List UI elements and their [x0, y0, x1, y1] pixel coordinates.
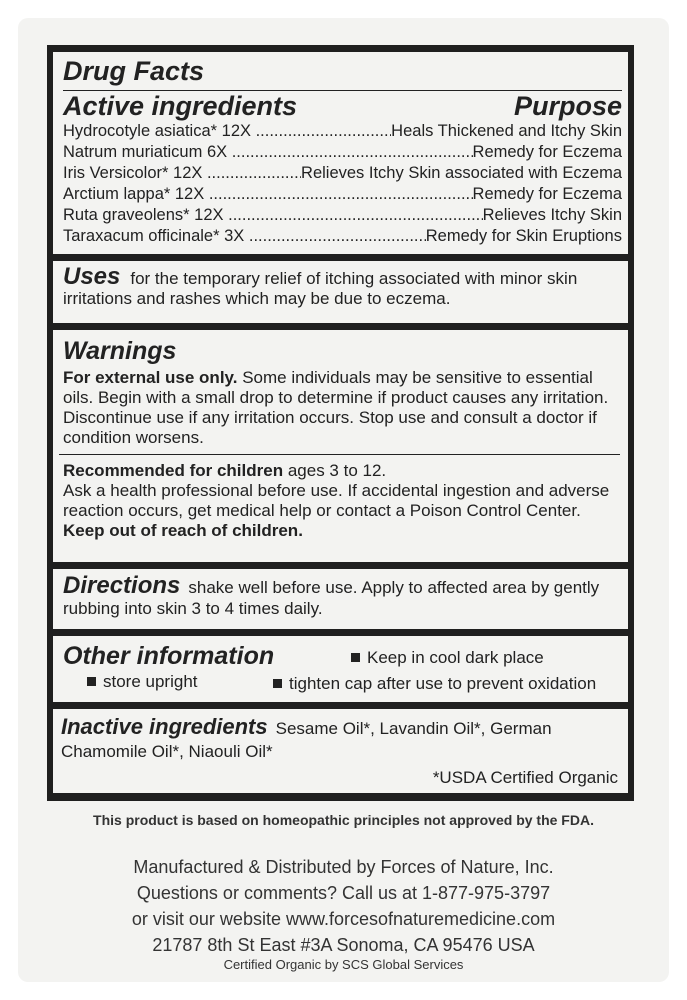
other-info-item: store upright: [87, 672, 198, 692]
ingredient-name: Hydrocotyle asiatica* 12X .....: [63, 121, 391, 142]
other-information-title: Other information: [63, 642, 275, 670]
drug-facts-panel: [53, 52, 628, 254]
website-line: or visit our website www.forcesofnaturemedicine.com: [131, 909, 556, 929]
contact-phone: Questions or comments? Call us at 1-877-975-3797: [136, 883, 551, 903]
directions-text: shake well before use. Apply to affected area by gently rubbing into skin 3 to 4 times daily.: [63, 578, 600, 618]
purpose-heading: Purpose: [513, 91, 622, 121]
external-use-text: Some individuals may be sensitive to essential oils. Begin with a small drop to determine if product causes any irritation. Discontinue use if any irritation occurs. Stop use and consult a doctor if condition worsens.: [63, 368, 609, 447]
manufacturer-info: [0, 854, 687, 958]
ingredient-row: [63, 163, 622, 184]
ingredient-purpose: Relieves Itchy Skin associated with Eczema: [301, 164, 622, 182]
active-ingredients-header: [63, 91, 622, 121]
ingredient-row: [63, 205, 622, 226]
ingredient-purpose: Remedy for Skin Eruptions: [425, 227, 622, 245]
directions-title: Directions: [63, 572, 181, 599]
ingredient-name: Ruta graveolens* 12X .....: [63, 205, 483, 226]
other-info-item: Keep in cool dark place: [351, 648, 544, 668]
ingredient-row: [63, 184, 622, 205]
ingredient-name: Arctium lappa* 12X .....: [63, 184, 473, 205]
uses-text: for the temporary relief of itching associated with minor skin irritations and rashes which may be due to eczema.: [63, 269, 578, 308]
ingredient-name: Natrum muriaticum 6X .....: [63, 142, 473, 163]
uses-title: Uses: [63, 263, 121, 290]
certification-note: Certified Organic by SCS Global Services: [223, 957, 464, 972]
warnings-title: Warnings: [63, 337, 177, 365]
ingredient-name: Iris Versicolor* 12X .....: [63, 163, 301, 184]
ask-text: Ask a health professional before use. If accidental ingestion and adverse reaction occurs, get medical help or contact a Poison Control Center.: [63, 481, 610, 520]
ingredient-row: [63, 226, 622, 247]
external-use-warning: [63, 368, 620, 448]
keep-out-of-reach: Keep out of reach of children.: [63, 521, 303, 540]
warnings-panel: [53, 330, 628, 562]
children-bold: Recommended for children: [63, 461, 284, 480]
drug-facts-title: Drug Facts: [63, 56, 205, 86]
children-text: ages 3 to 12.: [287, 461, 387, 480]
children-recommendation: [63, 461, 620, 481]
inactive-ingredients-panel: [53, 709, 628, 793]
other-info-item: tighten cap after use to prevent oxidation: [273, 674, 596, 694]
ask-professional-warning: [63, 481, 620, 541]
drug-facts-frame: [47, 45, 634, 801]
ingredient-row: [63, 142, 622, 163]
ingredient-purpose: Heals Thickened and Itchy Skin: [391, 122, 622, 140]
active-ingredients-heading: Active ingredients: [63, 91, 298, 121]
directions-panel: [53, 569, 628, 629]
bullet-square-icon: [351, 653, 360, 662]
manufacturer-line: Manufactured & Distributed by Forces of Nature, Inc.: [133, 857, 554, 877]
fda-disclaimer: This product is based on homeopathic principles not approved by the FDA.: [93, 812, 594, 828]
ingredient-name: Taraxacum officinale* 3X .....: [63, 226, 426, 247]
divider: [59, 454, 620, 455]
uses-panel: [53, 261, 628, 323]
ingredient-purpose: Remedy for Eczema: [472, 143, 622, 161]
ingredient-purpose: Relieves Itchy Skin: [482, 206, 622, 224]
external-use-bold: For external use only.: [63, 368, 238, 387]
ingredient-purpose: Remedy for Eczema: [472, 185, 622, 203]
address-line: 21787 8th St East #3A Sonoma, CA 95476 USA: [152, 935, 535, 955]
bullet-square-icon: [87, 677, 96, 686]
inactive-ingredients-text: Sesame Oil*, Lavandin Oil*, German Chamomile Oil*, Niaouli Oil*: [61, 719, 552, 761]
inactive-ingredients-title: Inactive ingredients: [61, 714, 268, 739]
usda-note: *USDA Certified Organic: [432, 768, 618, 787]
ingredient-row: [63, 121, 622, 142]
other-information-panel: [53, 636, 628, 702]
bullet-square-icon: [273, 679, 282, 688]
